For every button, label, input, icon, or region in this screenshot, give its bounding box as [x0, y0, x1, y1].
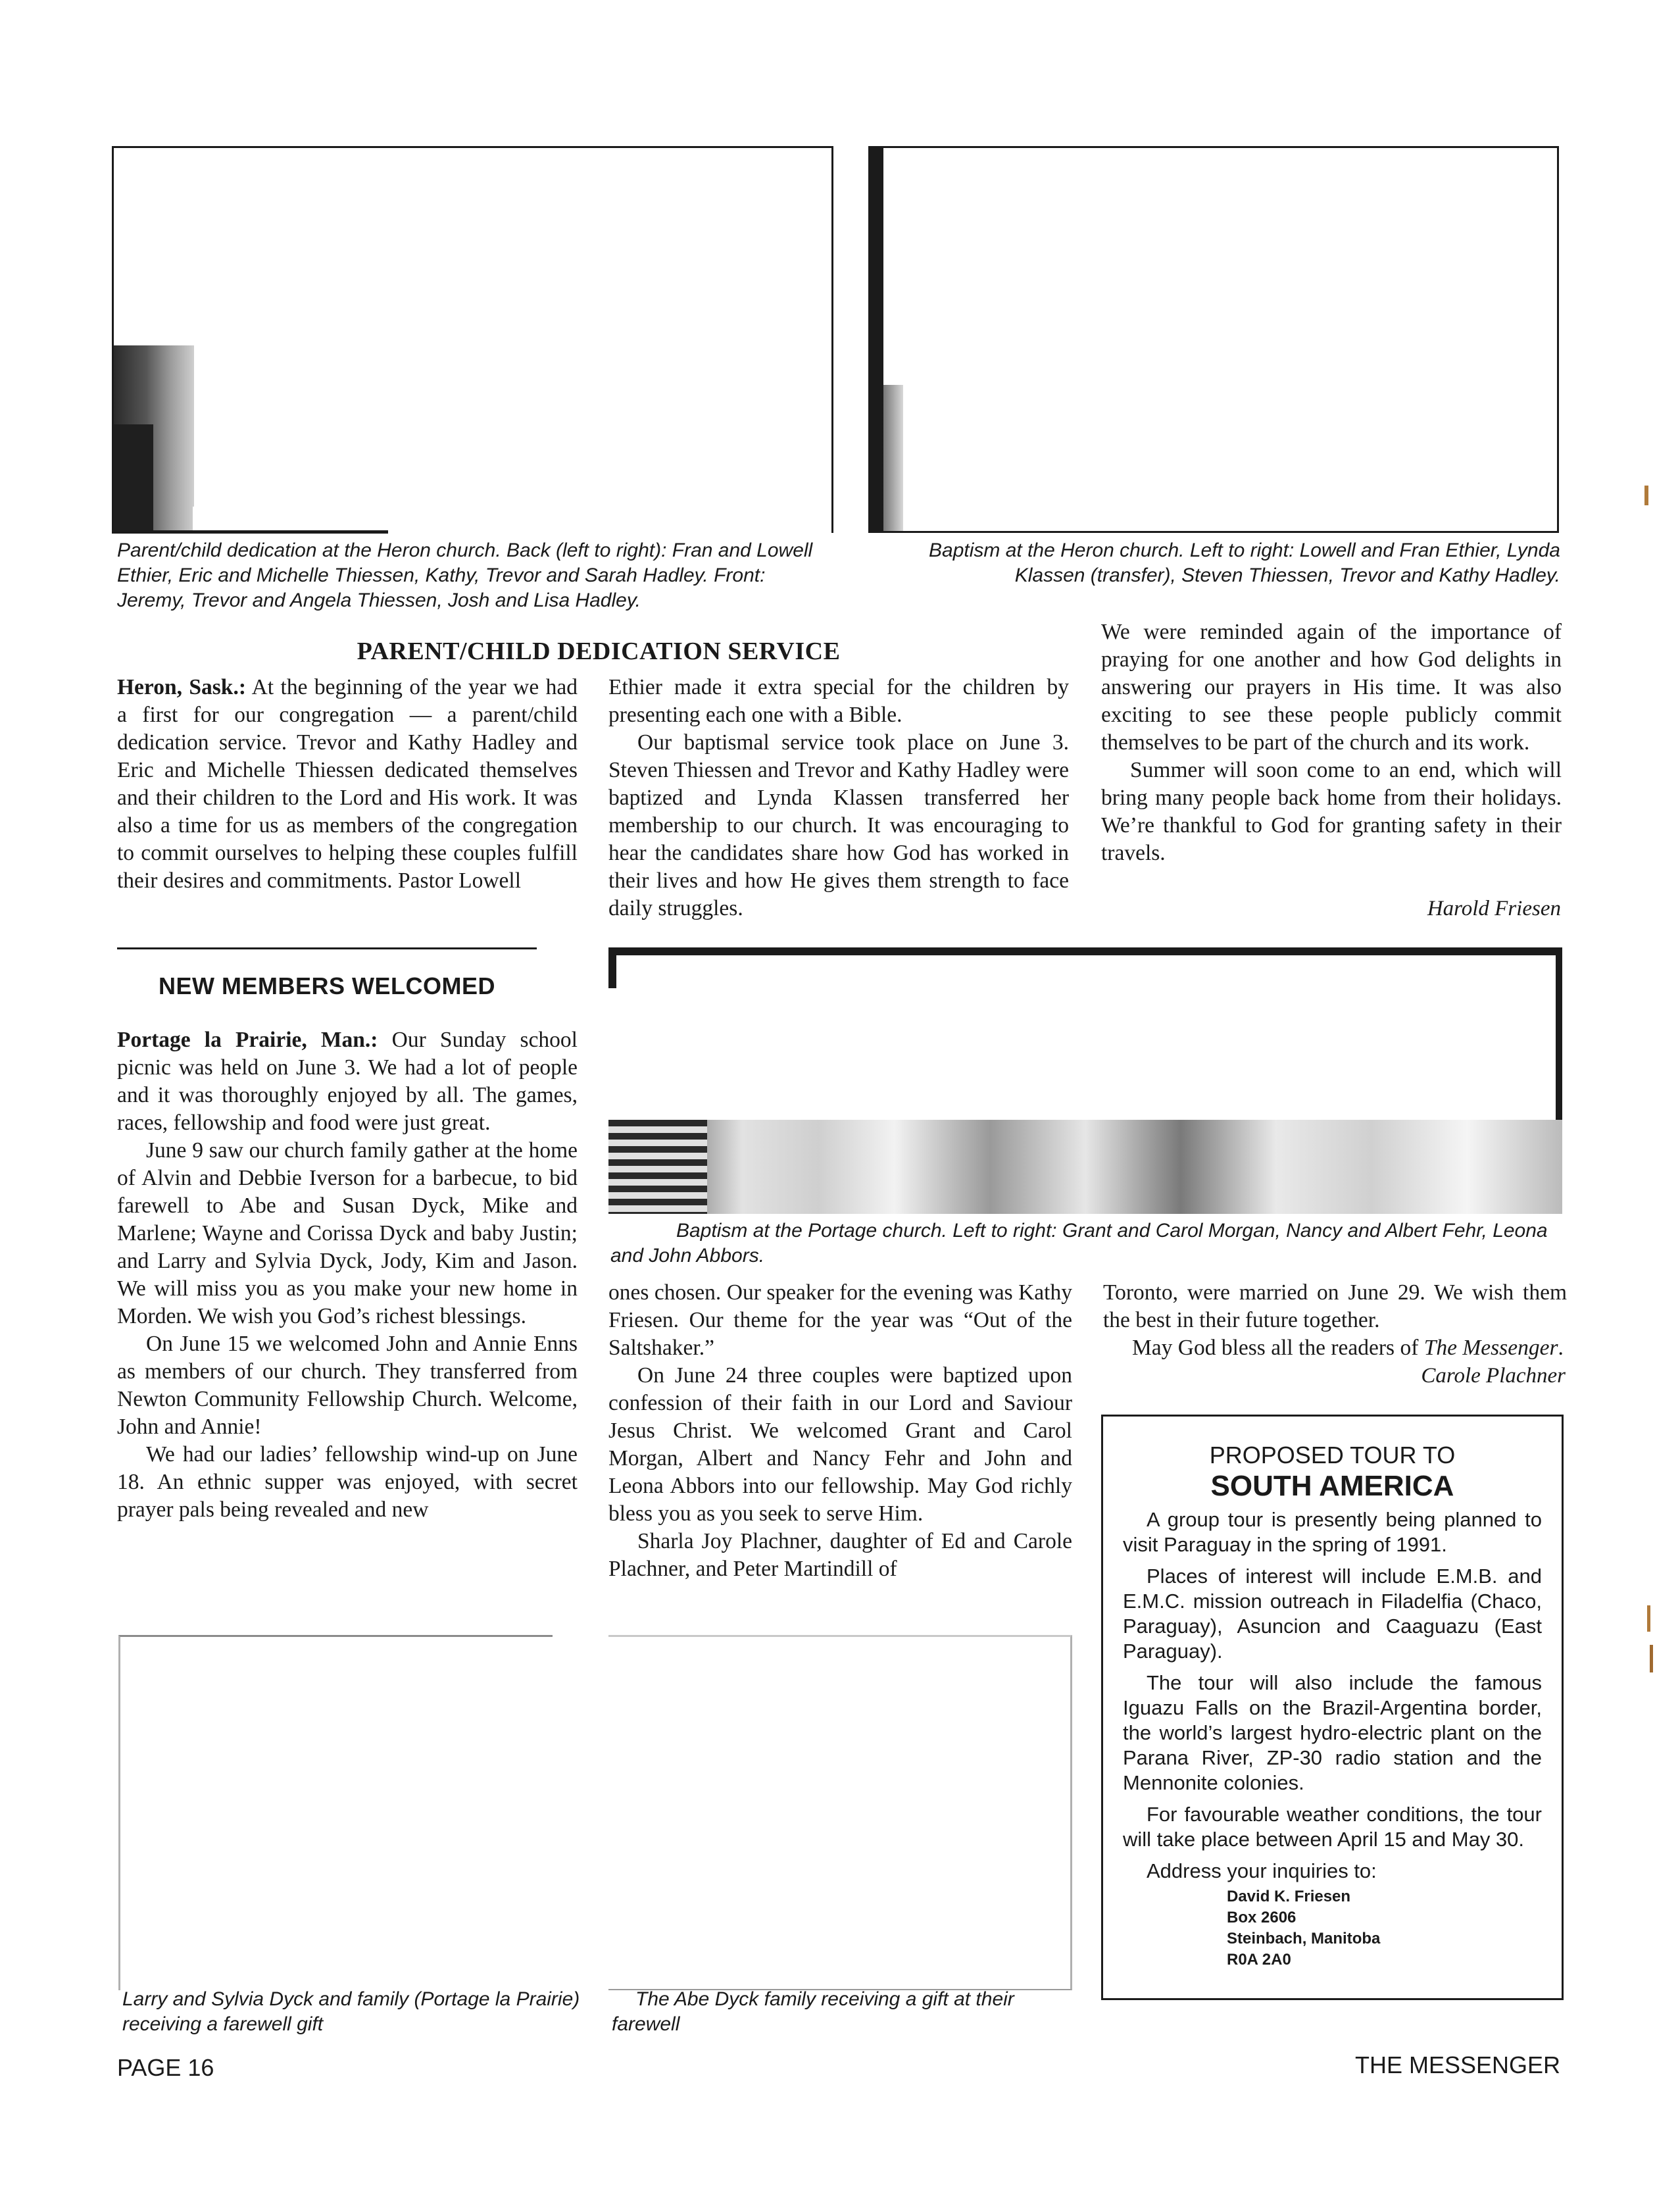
- article2-col1-p3: On June 15 we welcomed John and Annie Enns as members of our church. They transferred from Newton Community Fellowship Church. Welcome, John and Annie!: [117, 1332, 578, 1439]
- tour-advertisement: [1101, 1415, 1564, 2000]
- caption-dyck-farewell: Larry and Sylvia Dyck and family (Portage la Prairie) receiving a farewell gift: [122, 1988, 580, 2035]
- article1-column-3: [1101, 618, 1562, 867]
- address-line: Steinbach, Manitoba: [1227, 1930, 1381, 1947]
- tour-p3: The tour will also include the famous Iguazu Falls on the Brazil-Argentina border, the world’s largest hydro-electric plant on the Parana River, ZP-30 radio station and the Mennonite colonies.: [1123, 1671, 1542, 1794]
- article2-column-1: [117, 1026, 578, 1524]
- photo-heron-dedication: [112, 146, 833, 533]
- address-line: David K. Friesen: [1227, 1888, 1351, 1905]
- article1-col3-p2: Summer will soon come to an end, which will bring many people back home from their holidays. We’re thankful to God for granting safety in their travels.: [1101, 758, 1562, 865]
- photo-fragment: [114, 424, 153, 533]
- address-line: Box 2606: [1227, 1909, 1297, 1926]
- photo-fragment: [870, 148, 883, 533]
- headline-parent-child-dedication: PARENT/CHILD DEDICATION SERVICE: [357, 638, 841, 665]
- address-line: R0A 2A0: [1227, 1951, 1291, 1969]
- tour-title-line2: SOUTH AMERICA: [1210, 1470, 1454, 1502]
- article2-col2-p1: ones chosen. Our speaker for the evening was Kathy Friesen. Our theme for the year was “Out of the Saltshaker.”: [608, 1280, 1072, 1360]
- scan-mark: [1647, 1605, 1650, 1632]
- tour-p5: Address your inquiries to:: [1147, 1859, 1377, 1882]
- article2-col1-p1: Our Sunday school picnic was held on June 3. We had a lot of people and it was thoroughly enjoyed by all. The games, races, fellowship and food were just great.: [117, 1028, 578, 1135]
- photo-fragment: [193, 507, 831, 533]
- photo-heron-baptism: [868, 146, 1559, 533]
- article2-col2-p3: Sharla Joy Plachner, daughter of Ed and Carole Plachner, and Peter Martindill of: [608, 1529, 1072, 1581]
- article1-column-1: [117, 674, 578, 895]
- caption-portage-baptism: Baptism at the Portage church. Left to right: Grant and Carol Morgan, Nancy and Albert Fehr, Leona and John Abbors.: [610, 1220, 1548, 1267]
- photo-abe-dyck-family: [608, 1635, 1072, 1990]
- author-carole-plachner: Carole Plachner: [1421, 1364, 1566, 1388]
- dateline-portage: Portage la Prairie, Man.:: [117, 1028, 378, 1052]
- dateline-heron: Heron, Sask.:: [117, 675, 246, 699]
- scan-mark: [1644, 486, 1648, 505]
- photo-fragment: [883, 385, 903, 533]
- article2-column-2: [608, 1279, 1072, 1583]
- article1-col3-p1: We were reminded again of the importance of praying for one another and how God delights in answering our prayers in His time. It was also exciting to see these people publicly commit themselves to be part of the church and its work.: [1101, 620, 1562, 755]
- tour-p4: For favourable weather conditions, the tour will take place between April 15 and May 30.: [1123, 1803, 1542, 1851]
- article2-col3-p2a: May God bless all the readers of: [1132, 1336, 1424, 1360]
- tour-p2: Places of interest will include E.M.B. and E.M.C. mission outreach in Filadelfia (Chaco, Paraguay), Asuncion and Caaguazu (East Paraguay).: [1123, 1565, 1542, 1663]
- article1-col1-text: At the beginning of the year we had a first for our congregation — a parent/child dedication service. Trevor and Kathy Hadley and Eric and Michelle Thiessen dedicated themselves and their children to the Lord and His work. It was also a time for us as members of the congregation to commit ourselves to helping these couples fulfill their desires and commitments. Pastor Lowell: [117, 675, 578, 893]
- article2-column-3: [1103, 1279, 1567, 1362]
- article2-col3-p1: Toronto, were married on June 29. We wish them the best in their future together.: [1103, 1280, 1567, 1332]
- section-rule: [117, 947, 537, 949]
- tour-address: [1227, 1886, 1542, 1971]
- photo-fragment: [608, 1120, 707, 1214]
- article1-col2-p2: Our baptismal service took place on June 3. Steven Thiessen and Trevor and Kathy Hadley were baptized and Lynda Klassen transferred her membership to our church. It was encouraging to hear the candidates share how God has worked in their lives and how He gives them strength to face daily struggles.: [608, 730, 1069, 920]
- publication-footer: THE MESSENGER: [1354, 2051, 1560, 2078]
- tour-p1: A group tour is presently being planned to visit Paraguay in the spring of 1991.: [1123, 1508, 1542, 1556]
- photo-portage-baptism: [608, 947, 1562, 1214]
- article2-col1-p2: June 9 saw our church family gather at the home of Alvin and Debbie Iverson for a barbecue, to bid farewell to Abe and Susan Dyck, Mike and Marlene; Wayne and Corissa Dyck and baby Justin; and Larry and Sylvia Dyck, Jody, Kim and Jason. We will miss you as you make your new home in Morden. We wish you God’s richest blessings.: [117, 1138, 578, 1328]
- photo-bottom-edge: [112, 530, 388, 534]
- article2-col2-p2: On June 24 three couples were baptized upon confession of their faith in our Lord and Saviour Jesus Christ. We welcomed Grant and Carol Morgan, Albert and Nancy Fehr and John and Leona Abbors into our fellowship. May God richly bless you as you seek to serve Him.: [608, 1363, 1072, 1526]
- article2-col1-p4: We had our ladies’ fellowship wind-up on June 18. An ethnic supper was enjoyed, with secret prayer pals being revealed and new: [117, 1442, 578, 1522]
- article2-col3-p2b: .: [1558, 1336, 1564, 1360]
- article1-column-2: [608, 674, 1069, 922]
- page-number: PAGE 16: [117, 2054, 214, 2081]
- photo-fragment: [608, 1120, 1562, 1214]
- photo-fragment: [616, 955, 1556, 1120]
- article1-col2-p1: Ethier made it extra special for the children by presenting each one with a Bible.: [608, 675, 1069, 727]
- caption-heron-baptism: Baptism at the Heron church. Left to right: Lowell and Fran Ethier, Lynda Klassen (transfer), Steven Thiessen, Trevor and Kathy Hadley.: [929, 540, 1560, 586]
- caption-heron-dedication: Parent/child dedication at the Heron church. Back (left to right): Fran and Lowell Ethier, Eric and Michelle Thiessen, Kathy, Trevor and Sarah Hadley. Front: Jeremy, Trevor and Angela Thiessen, Josh and Lisa Hadley.: [117, 540, 813, 611]
- caption-abe-dyck-family: The Abe Dyck family receiving a gift at their farewell: [612, 1988, 1014, 2035]
- photo-dyck-farewell: [118, 1635, 553, 1990]
- scan-mark: [1650, 1645, 1653, 1672]
- publication-name: The Messenger: [1423, 1336, 1558, 1360]
- author-harold-friesen: Harold Friesen: [1427, 897, 1561, 920]
- headline-new-members-welcomed: NEW MEMBERS WELCOMED: [159, 972, 495, 999]
- tour-title-line1: PROPOSED TOUR TO: [1209, 1442, 1456, 1469]
- tour-body: [1123, 1507, 1542, 1884]
